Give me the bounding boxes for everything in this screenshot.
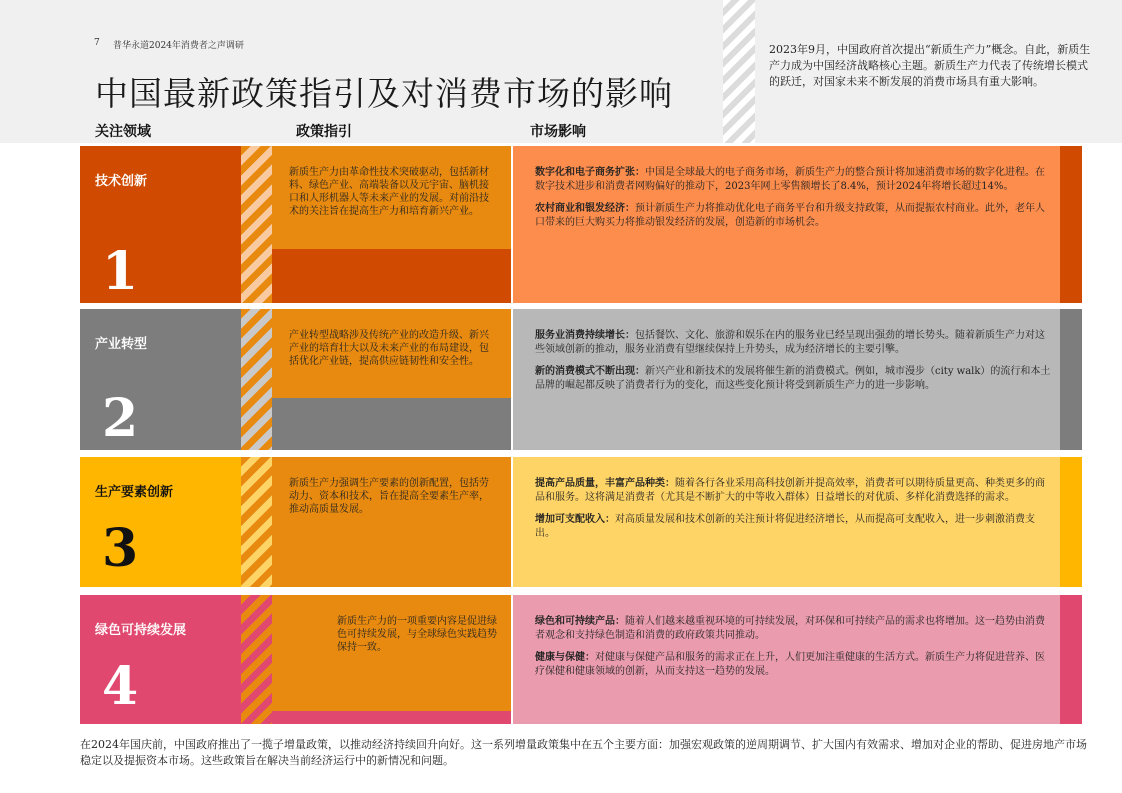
impact-label: 数字化和电子商务扩张： [535,167,645,178]
impact-text: 随着人们越来越重视环境的可持续发展，对环保和可持续产品的需求也将增加。这一趋势由消费者观念和支持绿色制造和消费的政府政策共同推动。 [535,616,1045,641]
impact-item [535,477,1053,505]
decorative-stripe [241,146,272,303]
decorative-stripe [241,457,272,587]
focus-area-number: 2 [102,388,139,449]
column-header-impact: 市场影响 [530,124,586,140]
row-green-development [80,595,1082,724]
row-tech-innovation [80,146,1082,303]
policy-cell [272,595,511,724]
focus-area-cell [80,146,241,303]
focus-area-number: 4 [102,656,139,717]
page-title: 中国最新政策指引及对消费市场的影响 [95,74,673,113]
row-edge [1060,309,1082,450]
impact-label: 提高产品质量，丰富产品种类： [535,478,675,489]
row-edge [1060,146,1082,303]
focus-area-number: 1 [102,241,139,302]
impact-item [535,329,1053,357]
market-impact-text [535,477,1053,549]
page-number: 7 [94,38,100,48]
focus-area-cell [80,595,241,724]
impact-item [535,513,1053,541]
policy-cell [272,309,511,450]
impact-label: 新的消费模式不断出现： [535,366,645,377]
intro-paragraph: 2023年9月，中国政府首次提出“新质生产力”概念。自此，新质生产力成为中国经济战略核心主题。新质生产力代表了传统增长模式的跃迁，对国家未来不断发展的消费市场具有重大影响。 [769,43,1091,88]
focus-area-label: 产业转型 [95,337,148,352]
market-impact-text [535,615,1053,687]
running-title: 普华永道2024年消费者之声调研 [113,41,244,51]
impact-text: 中国是全球最大的电子商务市场，新质生产力的整合预计将加速消费市场的数字化进程。在数字技术进步和消费者网购偏好的推动下，2023年网上零售额增长了8.4%，预计2024年将增长超过14%。 [535,167,1045,192]
focus-area-cell [80,309,241,450]
row-industrial-transformation [80,309,1082,450]
focus-area-label: 生产要素创新 [95,485,174,500]
focus-area-label: 绿色可持续发展 [95,623,187,638]
impact-item [535,365,1053,393]
decorative-stripe [241,309,272,450]
market-impact-cell [513,595,1060,724]
row-edge [1060,457,1082,587]
market-impact-cell [513,309,1060,450]
impact-label: 增加可支配收入： [535,514,615,525]
column-header-policy: 政策指引 [296,124,352,140]
focus-area-label: 技术创新 [95,174,148,189]
row-edge [1060,595,1082,724]
policy-text: 新质生产力由革命性技术突破驱动，包括新材料、绿色产业、高端装备以及元宇宙、脑机接口和人形机器人等未来产业的发展。对前沿技术的关注旨在提高生产力和培育新兴产业。 [289,167,489,217]
impact-text: 对健康与保健产品和服务的需求正在上升，人们更加注重健康的生活方式。新质生产力将促进营养、医疗保健和健康领域的创新，从而支持这一趋势的发展。 [535,652,1045,677]
column-header-focus: 关注领域 [95,124,151,140]
impact-item [535,202,1053,230]
policy-text: 新质生产力强调生产要素的创新配置，包括劳动力、资本和技术，旨在提高全要素生产率，推动高质量发展。 [289,478,489,515]
impact-label: 健康与保健： [535,652,595,663]
impact-text: 包括餐饮、文化、旅游和娱乐在内的服务业已经呈现出强劲的增长势头。随着新质生产力对这些领域创新的推动，服务业消费有望继续保持上升势头，成为经济增长的主要引擎。 [535,330,1045,355]
market-impact-text [535,329,1053,401]
impact-text: 新兴产业和新技术的发展将催生新的消费模式。例如，城市漫步（city walk）的流行和本土品牌的崛起都反映了消费者行为的变化，而这些变化预计将受到新质生产力的进一步影响。 [535,366,1051,391]
decorative-stripe [241,595,272,724]
market-impact-cell [513,146,1060,303]
impact-label: 农村商业和银发经济： [535,203,635,214]
policy-cell [272,146,511,303]
policy-text: 产业转型战略涉及传统产业的改造升级、新兴产业的培育壮大以及未来产业的布局建设，包括优化产业链，提高供应链韧性和安全性。 [289,330,489,367]
policy-cell [272,457,511,587]
impact-text: 预计新质生产力将推动优化电子商务平台和升级支持政策，从而提振农村商业。此外，老年人口带来的巨大购买力将推动银发经济的发展，创造新的市场机会。 [535,203,1045,228]
decorative-stripes [723,0,755,143]
focus-area-cell [80,457,241,587]
market-impact-cell [513,457,1060,587]
impact-label: 绿色和可持续产品： [535,616,625,627]
impact-item [535,166,1053,194]
footer-paragraph: 在2024年国庆前，中国政府推出了一揽子增量政策，以推动经济持续回升向好。这一系列增量政策集中在五个主要方面：加强宏观政策的逆周期调节、扩大国内有效需求、增加对企业的帮助、促进房地产市场稳定以及提振资本市场。这些政策旨在解决当前经济运行中的新情况和问题。 [80,738,1087,767]
impact-label: 服务业消费持续增长： [535,330,635,341]
focus-area-number: 3 [102,518,139,579]
policy-text: 新质生产力的一项重要内容是促进绿色可持续发展，与全球绿色实践趋势保持一致。 [337,616,497,653]
impact-text: 随着各行各业采用高科技创新并提高效率，消费者可以期待质量更高、种类更多的商品和服务。这将满足消费者（尤其是不断扩大的中等收入群体）日益增长的对优质、多样化消费选择的需求。 [535,478,1045,503]
row-factor-innovation [80,457,1082,587]
impact-item [535,615,1053,643]
impact-item [535,651,1053,679]
market-impact-text [535,166,1053,238]
impact-text: 对高质量发展和技术创新的关注预计将促进经济增长，从而提高可支配收入，进一步刺激消费支出。 [535,514,1035,539]
